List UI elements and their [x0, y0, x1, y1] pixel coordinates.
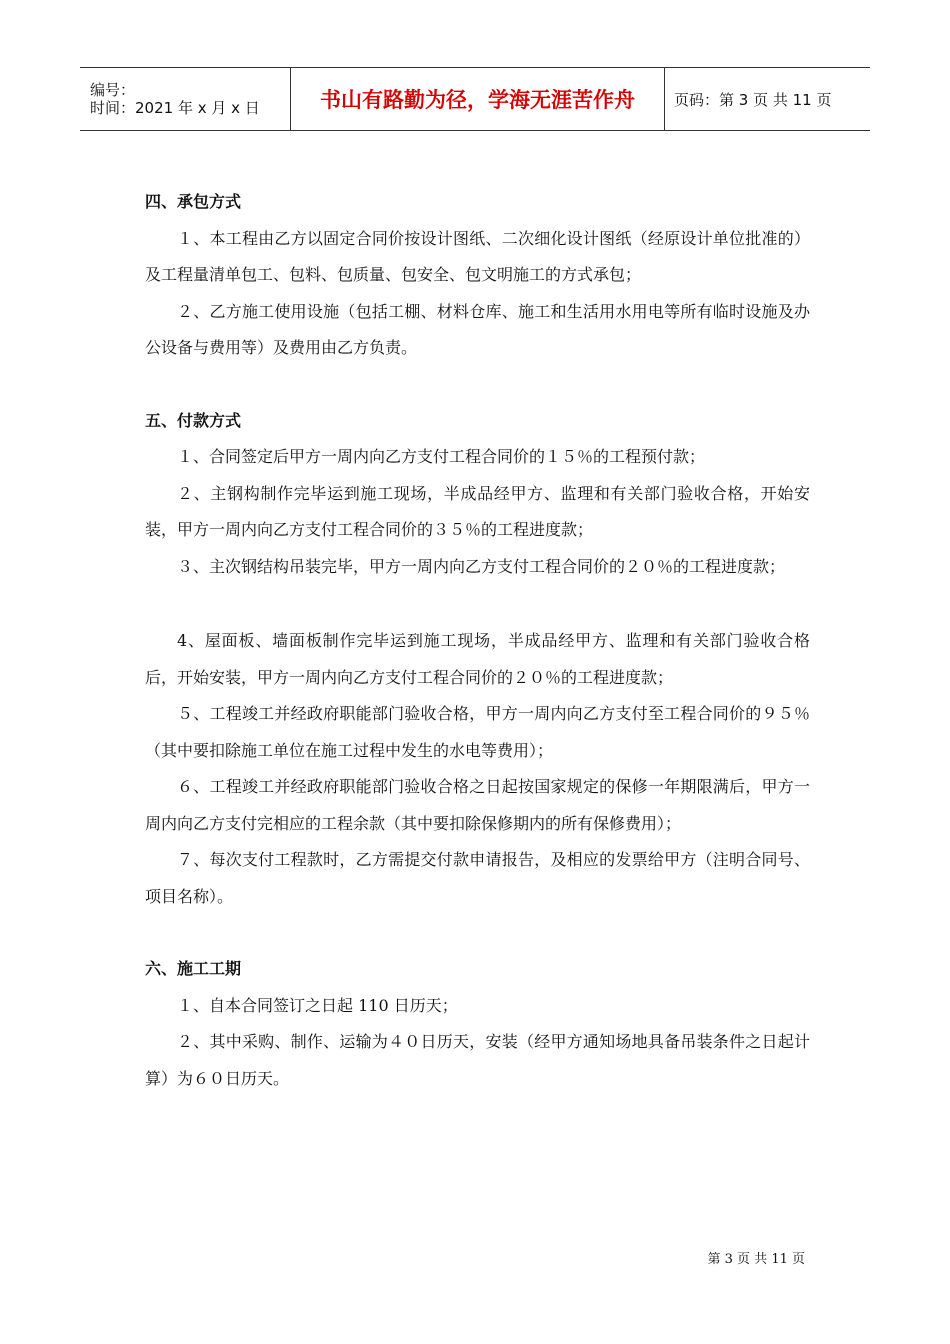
paragraph: １、本工程由乙方以固定合同价按设计图纸、二次细化设计图纸（经原设计单位批准的）及工程量清单包工、包料、包质量、包安全、包文明施工的方式承包；: [145, 228, 810, 284]
header-motto: 书山有路勤为径，学海无涯苦作舟: [291, 68, 665, 130]
section-title: 五、付款方式: [145, 410, 242, 430]
paragraph: ２、主钢构制作完毕运到施工现场，半成品经甲方、监理和有关部门验收合格，开始安装，甲方一周内向乙方支付工程合同价的３５％的工程进度款；: [145, 483, 810, 539]
document-number-label: 编号：: [90, 81, 136, 99]
paragraph: ７、每次支付工程款时，乙方需提交付款申请报告，及相应的发票给甲方（注明合同号、项目名称）。: [145, 850, 810, 906]
section-construction-period: [145, 951, 810, 1097]
document-body: [145, 184, 810, 1097]
paragraph: ２、其中采购、制作、运输为４０日历天，安装（经甲方通知场地具备吊装条件之日起计算）为６０日历天。: [145, 1032, 810, 1088]
paragraph: １、自本合同签订之日起 110 日历天；: [177, 995, 458, 1015]
paragraph: ２、乙方施工使用设施（包括工棚、材料仓库、施工和生活用水用电等所有临时设施及办公设备与费用等）及费用由乙方负责。: [145, 301, 810, 357]
paragraph: ６、工程竣工并经政府职能部门验收合格之日起按国家规定的保修一年期限满后，甲方一周内向乙方支付完相应的工程余款（其中要扣除保修期内的所有保修费用）；: [145, 777, 810, 833]
paragraph: ５、工程竣工并经政府职能部门验收合格，甲方一周内向乙方支付至工程合同价的９５％（其中要扣除施工单位在施工过程中发生的水电等费用）；: [145, 704, 810, 760]
paragraph: ３、主次钢结构吊装完毕，甲方一周内向乙方支付工程合同价的２０％的工程进度款；: [177, 556, 786, 576]
header-meta: [80, 68, 291, 130]
spacer: [145, 367, 810, 403]
spacer: [145, 915, 810, 951]
page-footer-number: 第 3 页 共 11 页: [707, 1252, 805, 1267]
spacer: [145, 585, 810, 623]
page-header: [80, 67, 870, 131]
section-payment-method: [145, 403, 810, 916]
paragraph: 4、屋面板、墙面板制作完毕运到施工现场，半成品经甲方、监理和有关部门验收合格后，开始安装，甲方一周内向乙方支付工程合同价的２０％的工程进度款；: [145, 631, 810, 687]
section-title: 六、施工工期: [145, 959, 242, 978]
header-page-number: 页码：第 3 页 共 11 页: [674, 90, 832, 109]
paragraph: １、合同签定后甲方一周内向乙方支付工程合同价的１５％的工程预付款；: [177, 447, 706, 466]
section-contract-method: [145, 184, 810, 367]
section-title: 四、承包方式: [145, 192, 242, 211]
document-time-label: 时间：2021 年 x 月 x 日: [90, 99, 260, 117]
